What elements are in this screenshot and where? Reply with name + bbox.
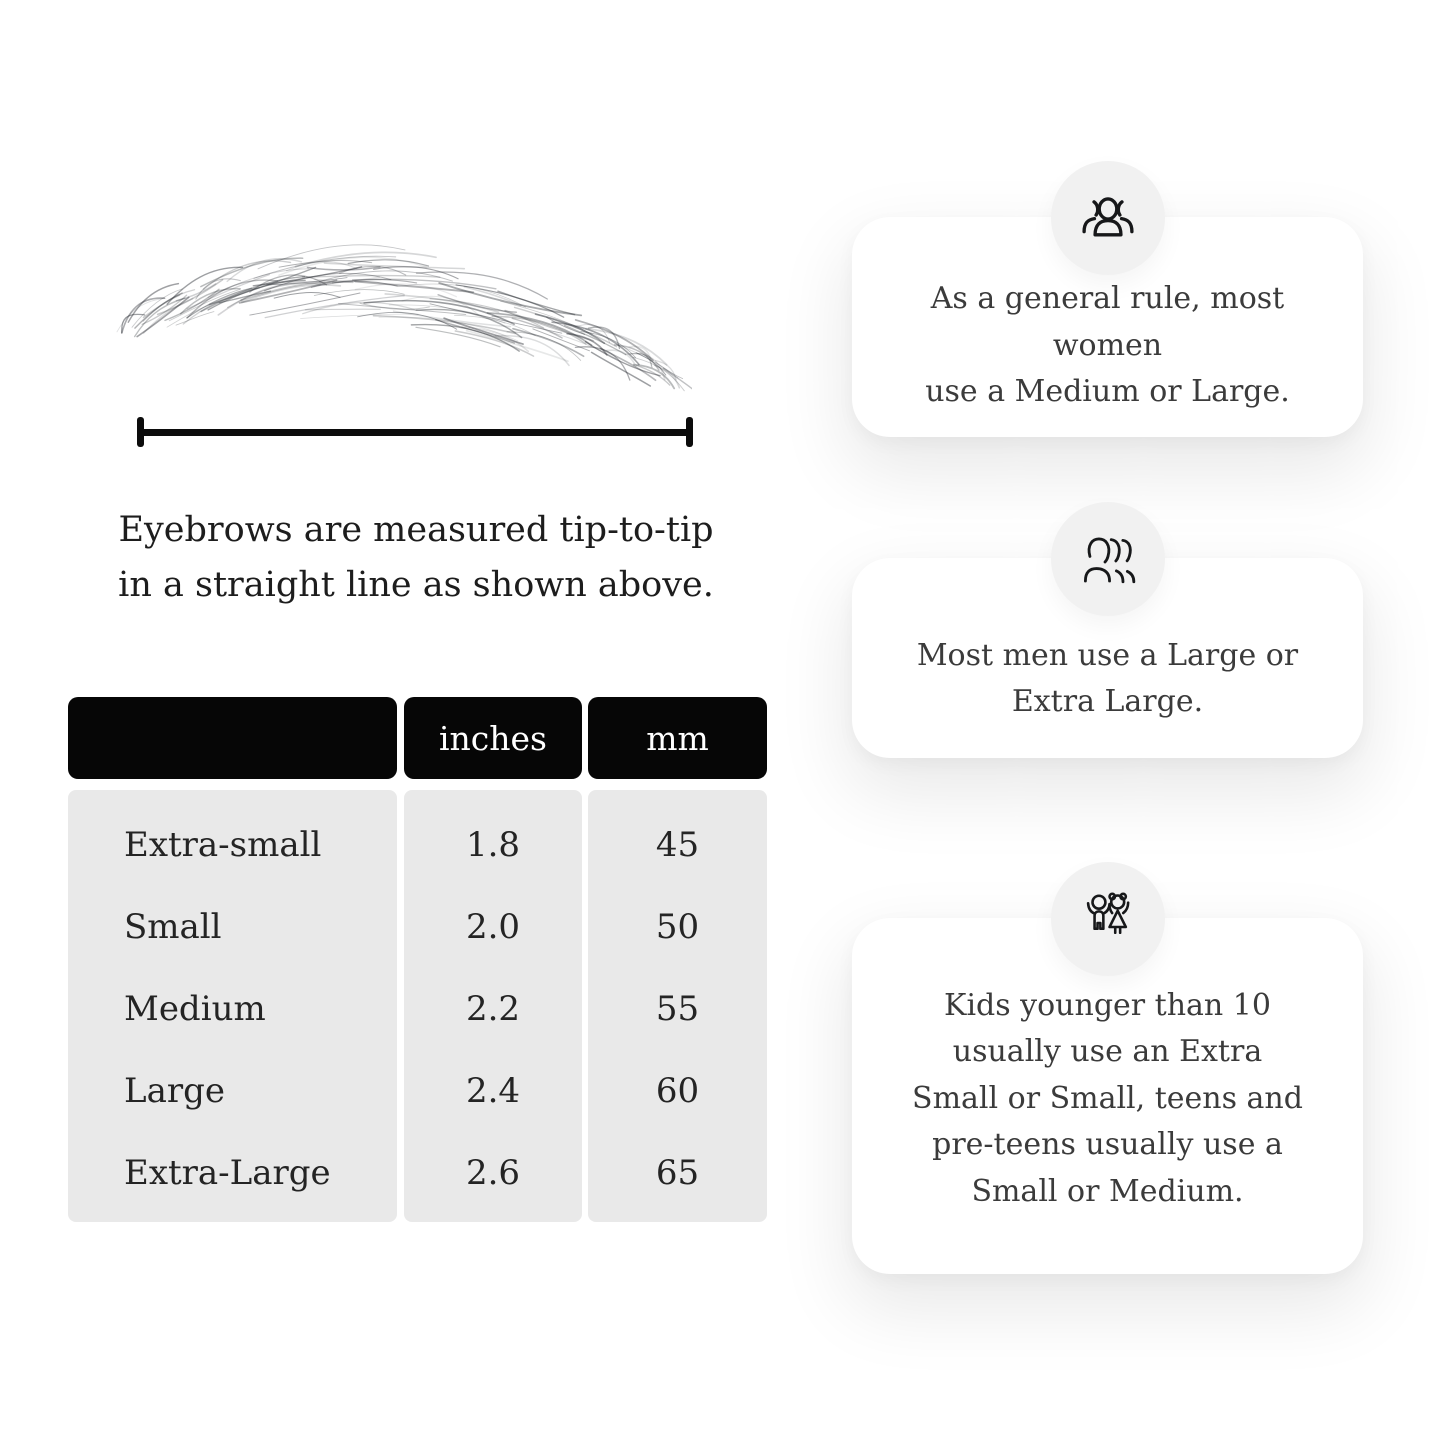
women-group-icon	[1077, 187, 1139, 249]
table-row-label: Extra-Large	[124, 1153, 331, 1193]
table-header-inches: inches	[404, 697, 582, 779]
kids-icon	[1077, 888, 1139, 950]
table-column-inches	[404, 790, 582, 1222]
tip-card-kids	[852, 918, 1363, 1274]
table-row-label: Small	[124, 907, 222, 947]
table-cell-mm: 65	[655, 1153, 700, 1193]
measurement-line	[137, 417, 693, 447]
measurement-caption	[66, 503, 766, 612]
table-row-label: Extra-small	[124, 825, 322, 865]
table-row-label: Medium	[124, 989, 266, 1029]
table-cell-mm: 55	[655, 989, 700, 1029]
table-header-mm: mm	[588, 697, 767, 779]
table-cell-mm: 50	[655, 907, 700, 947]
card-text-line: Kids younger than 10	[944, 987, 1271, 1023]
card-text-line: Small or Medium.	[971, 1173, 1244, 1209]
tip-card-men	[852, 558, 1363, 758]
table-column-labels	[68, 790, 397, 1222]
icon-badge	[1051, 502, 1165, 616]
caption-line-1: Eyebrows are measured tip-to-tip	[118, 510, 714, 550]
table-column-mm	[588, 790, 767, 1222]
table-cell-inches: 2.2	[465, 989, 521, 1029]
tip-card-women	[852, 217, 1363, 437]
measurement-line-bar	[137, 429, 693, 436]
card-text-line: As a general rule, most women	[930, 281, 1285, 363]
icon-badge	[1051, 161, 1165, 275]
card-text-line: Small or Small, teens and	[912, 1080, 1303, 1116]
table-cell-mm: 45	[655, 825, 700, 865]
caption-line-2: in a straight line as shown above.	[118, 564, 714, 605]
table-cell-inches: 2.4	[465, 1071, 521, 1111]
table-cell-inches: 2.6	[465, 1153, 521, 1193]
men-group-icon	[1077, 528, 1139, 590]
eyebrow-illustration	[112, 236, 692, 404]
table-cell-mm: 60	[655, 1071, 700, 1111]
card-text-line: usually use an Extra	[952, 1034, 1263, 1070]
card-text-line: pre-teens usually use a	[932, 1127, 1283, 1163]
card-text-line: Most men use a Large or	[916, 637, 1299, 673]
card-text-line: Extra Large.	[1011, 684, 1204, 719]
table-cell-inches: 2.0	[465, 907, 521, 947]
table-header-blank	[68, 697, 397, 779]
measurement-line-right-cap	[686, 417, 693, 447]
table-row-label: Large	[124, 1071, 225, 1111]
card-text-line: use a Medium or Large.	[925, 374, 1290, 410]
table-cell-inches: 1.8	[465, 825, 521, 865]
size-table	[68, 697, 768, 1222]
icon-badge	[1051, 862, 1165, 976]
